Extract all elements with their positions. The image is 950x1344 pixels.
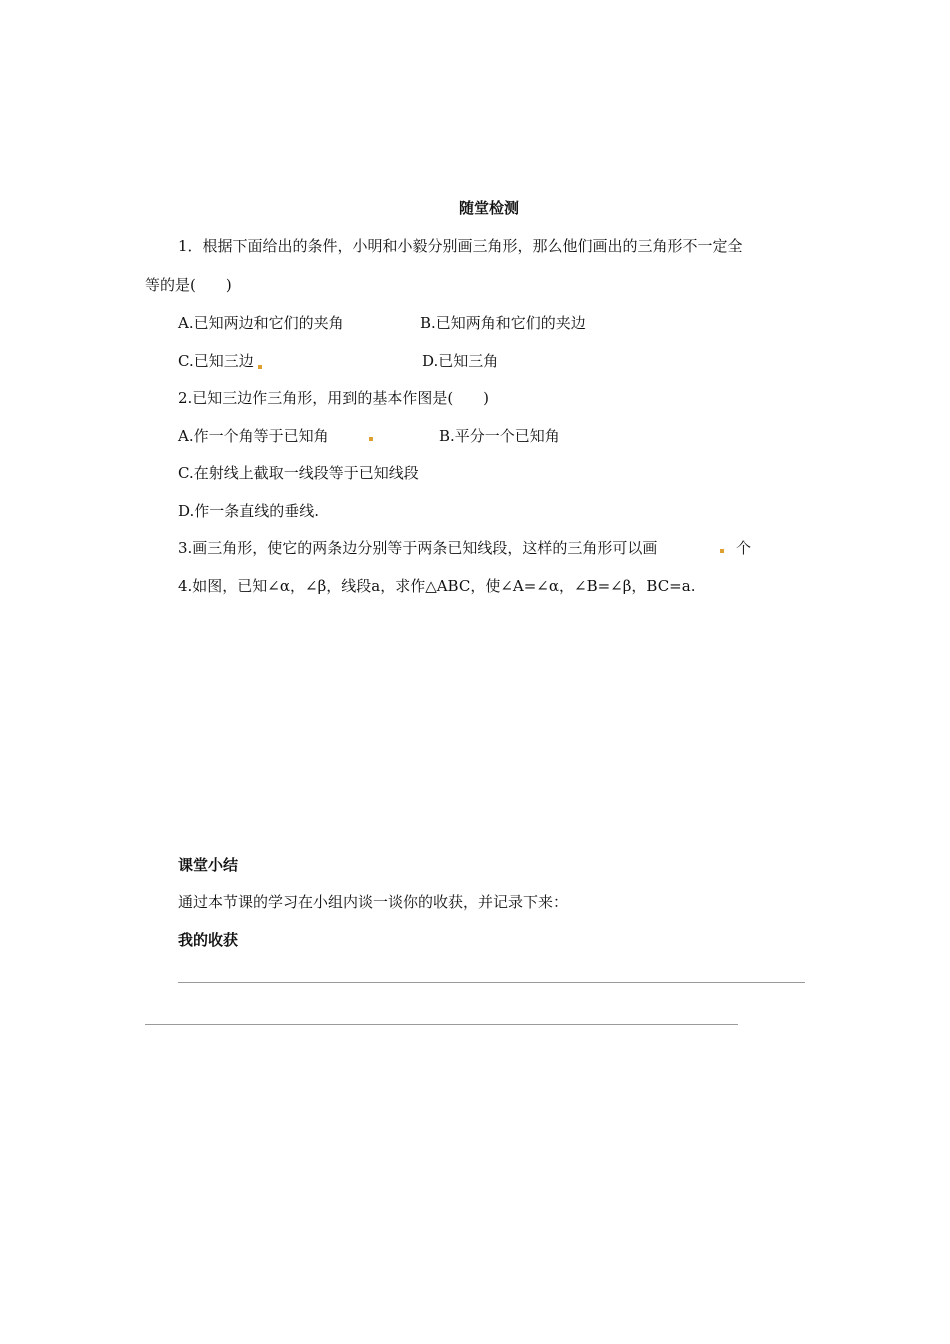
marker-dot (720, 549, 724, 553)
q1-option-a: A.已知两边和它们的夹角 (178, 314, 344, 332)
marker-dot (369, 437, 373, 441)
q1-option-b: B.已知两角和它们的夹边 (420, 314, 586, 332)
q2-option-d: D.作一条直线的垂线. (178, 502, 320, 520)
marker-dot (258, 365, 262, 369)
q3-unit: 个 (736, 539, 752, 557)
q2-stem: 2.已知三边作三角形，用到的基本作图是( ) (178, 389, 490, 407)
q2-option-b: B.平分一个已知角 (439, 427, 560, 445)
answer-line (178, 982, 805, 983)
gains-label: 我的收获 (178, 931, 239, 949)
summary-title: 课堂小结 (178, 856, 239, 874)
q4-text: 4.如图，已知∠α，∠β，线段a，求作△ABC，使∠A=∠α，∠B=∠β，BC=a. (178, 577, 696, 595)
q1-stem-line1: 1．根据下面给出的条件，小明和小毅分别画三角形，那么他们画出的三角形不一定全 (178, 237, 743, 255)
answer-line (145, 1024, 738, 1025)
q3-text: 3.画三角形，使它的两条边分别等于两条已知线段，这样的三角形可以画 (178, 539, 658, 557)
q1-stem-line2: 等的是( ) (145, 276, 232, 294)
section-title: 随堂检测 (459, 199, 520, 217)
q1-option-c: C.已知三边 (178, 352, 254, 370)
q1-option-d: D.已知三角 (422, 352, 499, 370)
q2-option-c: C.在射线上截取一线段等于已知线段 (178, 464, 419, 482)
q2-option-a: A.作一个角等于已知角 (178, 427, 329, 445)
summary-prompt: 通过本节课的学习在小组内谈一谈你的收获，并记录下来： (178, 893, 569, 911)
